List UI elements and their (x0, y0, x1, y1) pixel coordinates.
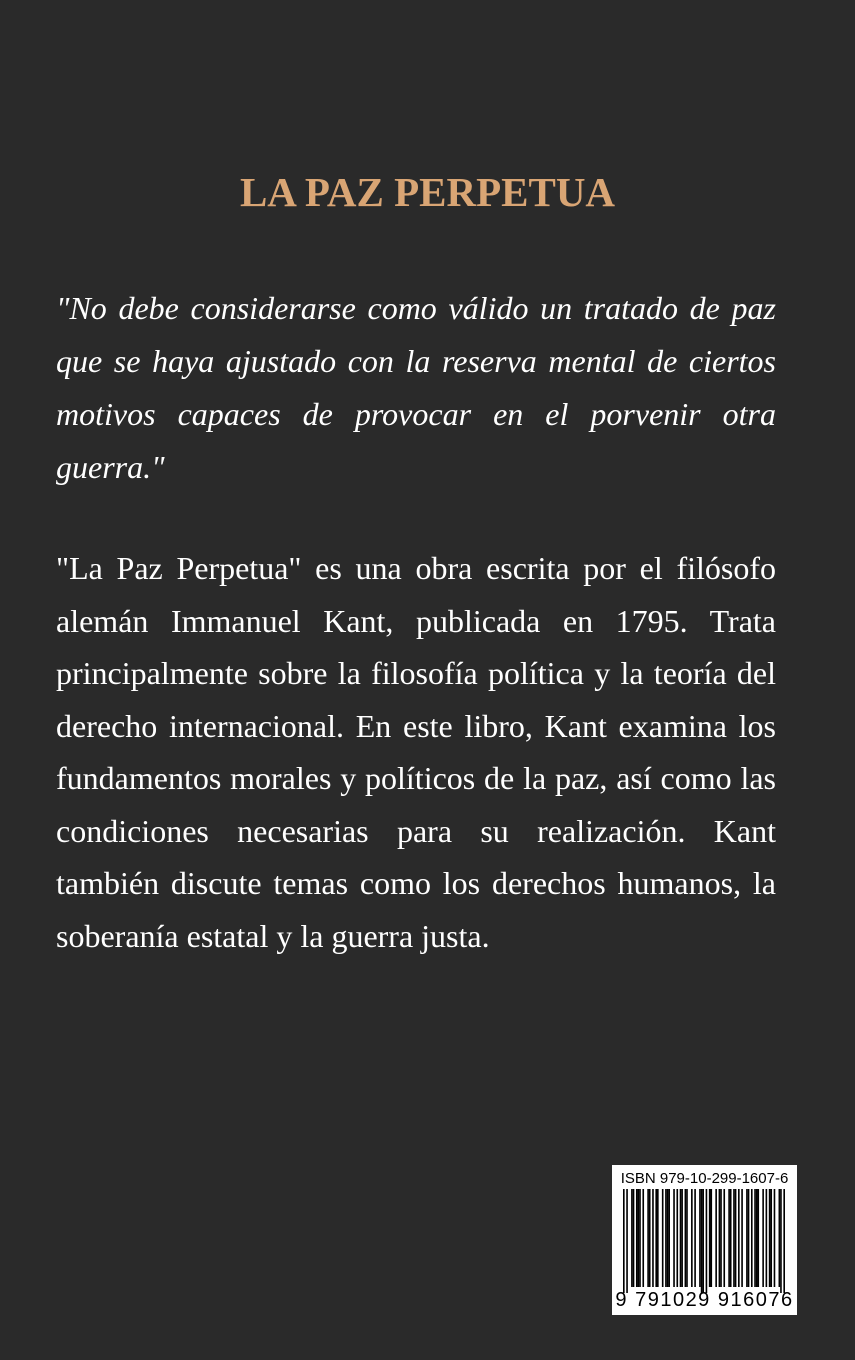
barcode-bar (709, 1189, 711, 1287)
barcode-bar (715, 1189, 717, 1287)
barcode-bar (686, 1189, 688, 1287)
barcode-bar (746, 1189, 748, 1287)
barcode-bar (667, 1189, 669, 1287)
barcode-bar (706, 1189, 708, 1293)
barcode-bar (770, 1189, 772, 1287)
barcode-bar (649, 1189, 651, 1287)
barcode-bar (762, 1189, 764, 1287)
barcode-bar (783, 1189, 785, 1293)
barcode-bar (676, 1189, 678, 1287)
barcode-bar (741, 1189, 743, 1287)
isbn-barcode-block (612, 1165, 797, 1315)
barcode-bar (657, 1189, 659, 1287)
book-quote: "No debe considerarse como válido un tratado de paz que se haya ajustado con la reserva mental de ciertos motivos capaces de provocar en el porvenir otra guerra." (56, 290, 776, 485)
barcode-bar (701, 1189, 703, 1293)
barcode-bar (631, 1189, 633, 1287)
barcode-bar (719, 1189, 721, 1287)
barcode-bar (691, 1189, 693, 1287)
barcode-bar (774, 1189, 776, 1287)
barcode-bar (733, 1189, 735, 1287)
barcode-bar (766, 1189, 768, 1287)
barcode-bar (699, 1189, 701, 1287)
isbn-label: ISBN 979-10-299-1607-6 (620, 1170, 789, 1187)
barcode-bar (647, 1189, 649, 1287)
barcode-bar (623, 1189, 625, 1293)
barcode-bar (694, 1189, 696, 1287)
barcode-bar (633, 1189, 635, 1287)
barcode-bar (636, 1189, 638, 1287)
barcode-bar (748, 1189, 750, 1287)
barcode-bar (673, 1189, 675, 1287)
barcode-bar (728, 1189, 730, 1287)
barcode-bar (665, 1189, 667, 1287)
barcode-bar (626, 1189, 628, 1293)
barcode-bar (662, 1189, 664, 1287)
barcode-bar (668, 1189, 670, 1287)
barcode-bar (754, 1189, 756, 1287)
barcode-bar (738, 1189, 740, 1287)
barcode-bar (702, 1189, 704, 1293)
barcode-bar (685, 1189, 687, 1287)
barcode-icon (622, 1189, 787, 1293)
barcode-bar (730, 1189, 732, 1287)
barcode-bar (680, 1189, 682, 1287)
barcode-bar (757, 1189, 759, 1287)
book-description: "La Paz Perpetua" es una obra escrita por el filósofo alemán Immanuel Kant, publicada en 1795. Trata principalmente sobre la filosofía política y la teoría del derecho internacional. En este libro, Kant examina los fundamentos morales y políticos de la paz, así como las condiciones necesarias para su realización. Kant también discute temas como los derechos humanos, la soberanía estatal y la guerra justa. (56, 550, 776, 954)
barcode-digits: 9 791029 916076 (615, 1289, 794, 1311)
barcode-bar (639, 1189, 641, 1287)
barcode-bar (638, 1189, 640, 1287)
book-title: LA PAZ PERPETUA (239, 169, 616, 215)
barcode-bar (769, 1189, 771, 1287)
barcode-bar (655, 1189, 657, 1287)
barcode-bar (652, 1189, 654, 1287)
barcode-bar (780, 1189, 782, 1293)
barcode-bar (642, 1189, 644, 1287)
barcode-bar (779, 1189, 781, 1287)
barcode-bar (681, 1189, 683, 1287)
barcode-bar (756, 1189, 758, 1287)
barcode-bar (710, 1189, 712, 1287)
barcode-bar (723, 1189, 725, 1287)
barcode-bar (751, 1189, 753, 1287)
barcode-bar (735, 1189, 737, 1287)
barcode-bar (720, 1189, 722, 1287)
